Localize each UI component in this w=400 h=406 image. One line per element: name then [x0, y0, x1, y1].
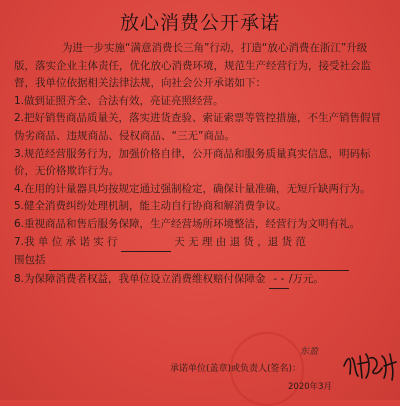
document-body	[14, 40, 388, 289]
item8-prefix: 8.为保障消费者权益，我单位设立消费维权赔付保障金	[14, 272, 266, 285]
return-days-blank	[121, 234, 171, 253]
item7-prefix: 7.我 单 位 承 诺 实 行	[14, 235, 118, 248]
commitment-item-3: 3.规范经营服务行为，加强价格自律，公开商品和服务质量真实信息，明码标价，无价格欺诈行为。	[14, 147, 371, 178]
commitment-item-2: 2.把好销售商品质量关，落实进货查验、索证索票等管控措施，不生产销售假冒伪劣商品、违规商品、侵权商品、“三无”商品。	[14, 112, 382, 142]
deposit-amount: - -	[269, 271, 289, 290]
return-scope-blank	[49, 252, 349, 271]
document-title: 放心消费公开承诺	[119, 12, 280, 34]
signature-date: 2020年3月	[288, 382, 333, 392]
item8-suffix: /万元。	[288, 272, 324, 285]
item7-middle: 天 无 理 由 退 货 ，退 货 范	[174, 235, 306, 248]
commitment-item-1: 1.做到证照齐全、合法有效，亮证亮照经营。	[14, 94, 224, 107]
handwritten-signature	[340, 344, 400, 384]
signature-block	[150, 356, 400, 400]
commitment-item-4: 4.在用的计量器具均按规定通过强制检定，确保计量准确，无短斤缺两行为。	[14, 182, 371, 195]
commitment-item-6: 6.重视商品和售后服务保障，生产经营场所环境整洁，经营行为文明有礼。	[14, 217, 361, 230]
handwritten-note: 东盈	[300, 347, 319, 357]
commitment-item-5: 5.健全消费纠纷处理机制，能主动自行协商和解消费争议。	[14, 200, 287, 213]
item7-suffix: 围包括	[14, 254, 46, 267]
signature-label: 承诺单位(盖章)或负责人(签名)：	[170, 364, 302, 374]
commitment-item-8	[14, 271, 388, 290]
commitment-item-7-cont	[14, 252, 388, 271]
commitment-item-7	[14, 234, 388, 253]
intro-paragraph: 为进一步实施“满意消费长三角”行动，打造“放心消费在浙江”升级版，落实企业主体责任，优化放心消费环境，规范生产经营行为，接受社会监督，我单位依据相关法律法规，向社会公开承诺如下：	[14, 42, 371, 90]
